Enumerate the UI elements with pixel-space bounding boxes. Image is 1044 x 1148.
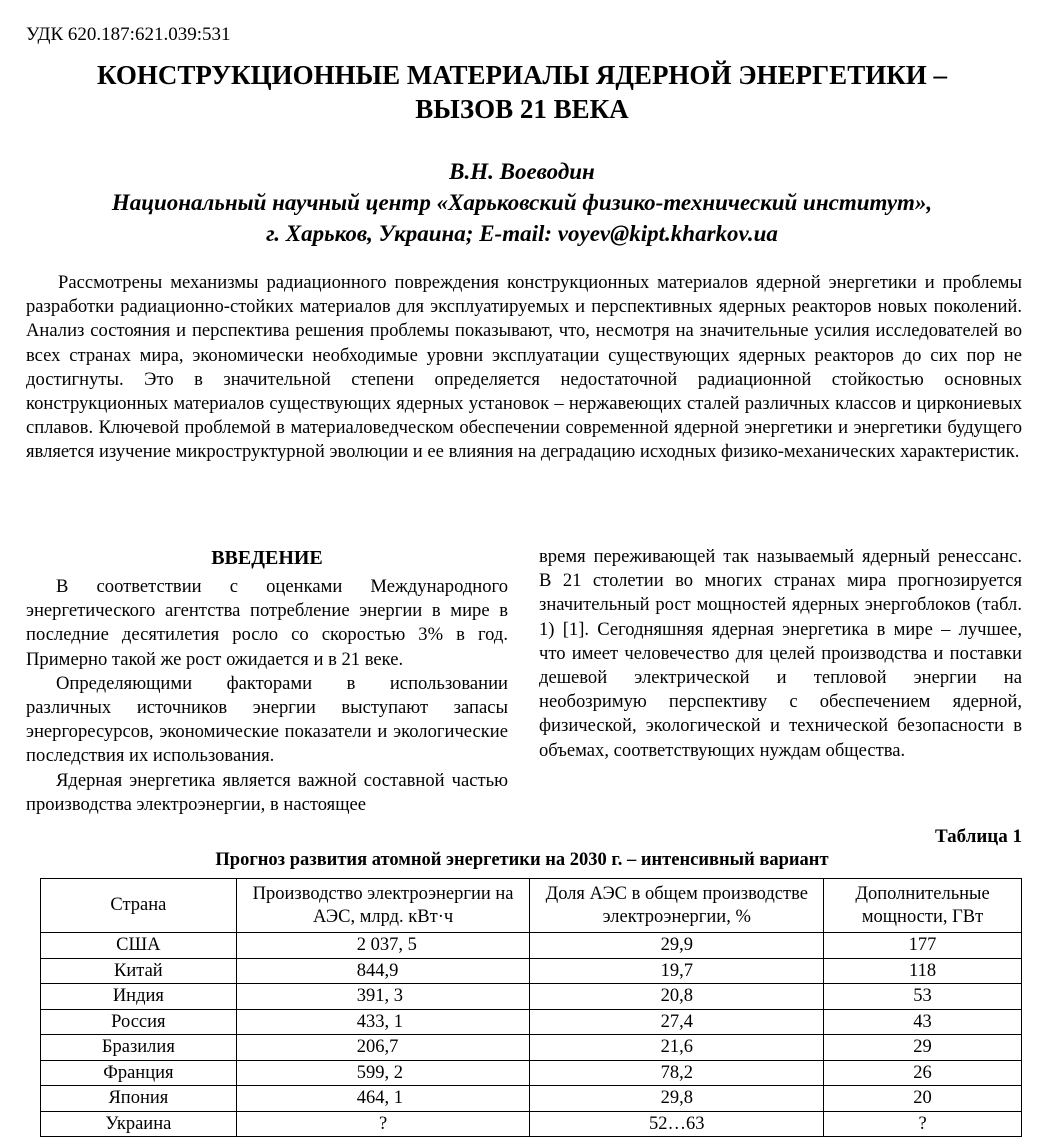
intro-paragraph-1: В соответствии с оценками Международного энергетического агентства потребление энергии в мире в последние десятилетия росло со скоростью 3% в год. Примерно такой же рост ожидается и в 21 веке.	[26, 576, 508, 670]
intro-left-column	[26, 545, 508, 817]
table-row	[41, 1086, 1022, 1112]
header-production: Производство электроэнергии на АЭС, млрд. кВт·ч	[236, 879, 530, 933]
paper-title	[20, 58, 1024, 126]
cell-share: 20,8	[530, 984, 824, 1010]
cell-production: ?	[236, 1111, 530, 1137]
table-row	[41, 1060, 1022, 1086]
cell-capacity: ?	[824, 1111, 1022, 1137]
cell-production: 599, 2	[236, 1060, 530, 1086]
cell-production: 433, 1	[236, 1009, 530, 1035]
table-row	[41, 933, 1022, 959]
table-row	[41, 984, 1022, 1010]
cell-share: 19,7	[530, 958, 824, 984]
author-affiliation: Национальный научный центр «Харьковский физико-технический институт»,	[111, 190, 933, 215]
cell-production: 391, 3	[236, 984, 530, 1010]
cell-capacity: 177	[824, 933, 1022, 959]
cell-capacity: 29	[824, 1035, 1022, 1061]
title-line-2: ВЫЗОВ 21 ВЕКА	[415, 94, 629, 124]
cell-capacity: 26	[824, 1060, 1022, 1086]
cell-share: 29,9	[530, 933, 824, 959]
title-line-1: КОНСТРУКЦИОННЫЕ МАТЕРИАЛЫ ЯДЕРНОЙ ЭНЕРГЕТИКИ –	[96, 60, 948, 90]
cell-capacity: 118	[824, 958, 1022, 984]
cell-production: 206,7	[236, 1035, 530, 1061]
forecast-table	[40, 878, 1022, 1137]
header-capacity: Дополнительные мощности, ГВт	[824, 879, 1022, 933]
header-share: Доля АЭС в общем производстве электроэнергии, %	[530, 879, 824, 933]
cell-share: 29,8	[530, 1086, 824, 1112]
cell-country: Франция	[41, 1060, 237, 1086]
cell-share: 27,4	[530, 1009, 824, 1035]
intro-right-column	[539, 545, 1022, 763]
cell-share: 21,6	[530, 1035, 824, 1061]
cell-country: Китай	[41, 958, 237, 984]
table-label: Таблица 1	[934, 826, 1022, 847]
author-name: В.Н. Воеводин	[449, 159, 595, 184]
cell-share: 52…63	[530, 1111, 824, 1137]
cell-capacity: 20	[824, 1086, 1022, 1112]
cell-production: 464, 1	[236, 1086, 530, 1112]
cell-production: 844,9	[236, 958, 530, 984]
table-row	[41, 1035, 1022, 1061]
udc-code: УДК 620.187:621.039:531	[26, 24, 231, 45]
cell-country: Индия	[41, 984, 237, 1010]
cell-country: Бразилия	[41, 1035, 237, 1061]
abstract-text: Рассмотрены механизмы радиационного повреждения конструкционных материалов ядерной энергетики и проблемы разработки радиационно-стойких материалов для эксплуатируемых и перспективных ядерных реакторов новых поколений. Анализ состояния и перспектива решения проблемы показывают, что, несмотря на значительные усилия исследователей во всех странах мира, экономически необходимые уровни эксплуатации существующих ядерных реакторов до сих пор не достигнуты. Это в значительной степени определяется недостаточной радиационной стойкостью основных конструкционных материалов существующих ядерных установок – нержавеющих сталей различных классов и циркониевых сплавов. Ключевой проблемой в материаловедческом обеспечении современной ядерной энергетики и энергетики будущего является изучение микроструктурной эволюции и ее влияния на деградацию исходных физико-механических характеристик.	[26, 272, 1022, 463]
cell-production: 2 037, 5	[236, 933, 530, 959]
cell-capacity: 43	[824, 1009, 1022, 1035]
intro-paragraph-3: Ядерная энергетика является важной составной частью производства электроэнергии, в настоящее	[26, 769, 508, 815]
table-header-row	[41, 879, 1022, 933]
cell-country: Япония	[41, 1086, 237, 1112]
section-heading-intro: ВВЕДЕНИЕ	[211, 547, 323, 569]
author-location: г. Харьков, Украина; E-mail: voyev@kipt.kharkov.ua	[266, 221, 778, 246]
cell-country: США	[41, 933, 237, 959]
intro-paragraph-4: время переживающей так называемый ядерный ренессанс. В 21 столетии во многих странах мира прогнозируется значительный рост мощностей ядерных энергоблоков (табл. 1) [1]. Сегодняшняя ядерная энергетика в мире – лучшее, что имеет человечество для целей производства и поставки дешевой электрической и тепловой энергии на необозримую перспективу с обеспечением ядерной, физической, экологической и технической безопасности в объемах, соответствующих нуждам общества.	[539, 546, 1022, 761]
intro-paragraph-2: Определяющими факторами в использовании различных источников энергии выступают запасы энергоресурсов, экономические показатели и экологические последствия их использования.	[26, 672, 508, 767]
cell-share: 78,2	[530, 1060, 824, 1086]
cell-country: Украина	[41, 1111, 237, 1137]
table-caption: Прогноз развития атомной энергетики на 2030 г. – интенсивный вариант	[215, 850, 829, 870]
abstract	[26, 271, 1022, 465]
table-row	[41, 1111, 1022, 1137]
cell-country: Россия	[41, 1009, 237, 1035]
table-row	[41, 958, 1022, 984]
table-row	[41, 1009, 1022, 1035]
header-country: Страна	[41, 879, 237, 933]
author-block	[20, 156, 1024, 249]
cell-capacity: 53	[824, 984, 1022, 1010]
